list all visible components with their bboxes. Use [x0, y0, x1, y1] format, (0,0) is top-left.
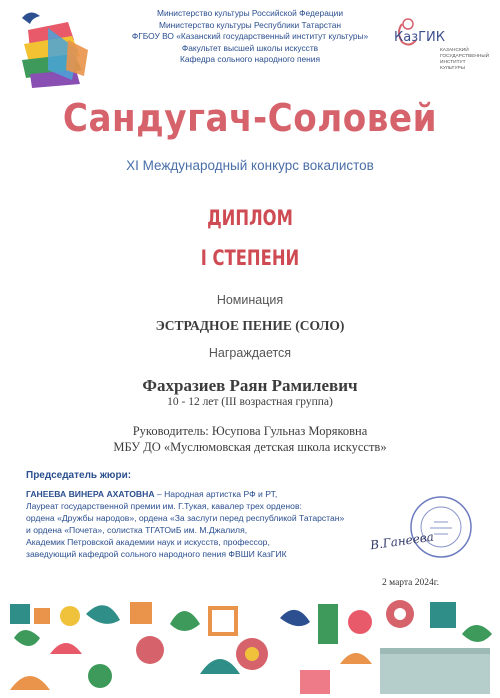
- leader-name: Руководитель: Юсупова Гульназ Моряковна: [132, 424, 368, 438]
- nomination-label: Номинация: [216, 293, 284, 307]
- contest-title: Сандугач-Соловей: [62, 96, 438, 140]
- jury-chair-title: – Народная артистка РФ и РТ,: [154, 489, 278, 499]
- jury-chair-name: ГАНЕЕВА ВИНЕРА АХАТОВНА: [26, 489, 155, 499]
- kazgik-subtitle: [440, 48, 490, 72]
- contest-subtitle: XI Международный конкурс вокалистов: [126, 158, 374, 173]
- kazgik-wordmark: КазГИК: [394, 30, 445, 45]
- official-stamp: [408, 494, 474, 560]
- header-line: Кафедра сольного народного пения: [179, 54, 321, 65]
- recipient-name: Фахразиев Раян Рамилевич: [142, 376, 358, 395]
- ornament-pattern: [10, 600, 492, 694]
- building-silhouette: [380, 654, 490, 694]
- issue-date: 2 марта 2024г.: [382, 578, 439, 588]
- kazgik-subtitle-line: ИНСТИТУТ КУЛЬТУРЫ: [440, 60, 466, 71]
- bottom-ornament: [0, 594, 500, 698]
- header-line: Министерство культуры Республики Татарстан: [159, 19, 341, 30]
- jury-line: заведующий кафедрой сольного народного пения ФВШИ КазГИК: [26, 549, 287, 559]
- kazgik-subtitle-line: ГОСУДАРСТВЕННЫЙ: [440, 54, 490, 59]
- diploma-degree: I СТЕПЕНИ: [200, 246, 300, 270]
- jury-line: ордена «Дружбы народов», ордена «За заслуги перед республикой Татарстан»: [26, 513, 345, 523]
- jury-line: Лауреат государственной премии им. Г.Тукая, кавалер трех орденов:: [26, 501, 302, 511]
- header-line: Министерство культуры Российской Федерации: [156, 8, 344, 18]
- awarded-label: Награждается: [208, 346, 292, 360]
- header-line: Факультет высшей школы искусств: [181, 42, 319, 53]
- festival-logo: [8, 4, 104, 102]
- bird-icon: [22, 12, 40, 24]
- recipient-age-group: 10 - 12 лет (III возрастная группа): [167, 396, 333, 408]
- logo-ribbon-orange: [66, 40, 88, 76]
- header-organizations: [110, 8, 390, 66]
- bird-icon: [280, 610, 310, 626]
- jury-description: [26, 488, 366, 560]
- jury-line: и ордена «Почета», солистка ТГАТОиБ им. М.Джалиля,: [26, 525, 248, 535]
- bird-icon: [86, 605, 120, 624]
- jury-line: Академик Петровской академии наук и искусств, профессор,: [26, 537, 270, 547]
- diploma-heading: ДИПЛОМ: [207, 206, 293, 230]
- jury-title: Председатель жюри:: [26, 470, 132, 481]
- header-line: ФГБОУ ВО «Казанский государственный институт культуры»: [131, 31, 369, 42]
- jury-line: [26, 488, 366, 500]
- school-name: МБУ ДО «Муслюмовская детская школа искусств»: [113, 440, 387, 454]
- kazgik-subtitle-line: КАЗАНСКИЙ: [440, 48, 469, 53]
- nomination-value: ЭСТРАДНОЕ ПЕНИЕ (СОЛО): [155, 318, 345, 333]
- signature: В.Ганеева: [369, 529, 435, 553]
